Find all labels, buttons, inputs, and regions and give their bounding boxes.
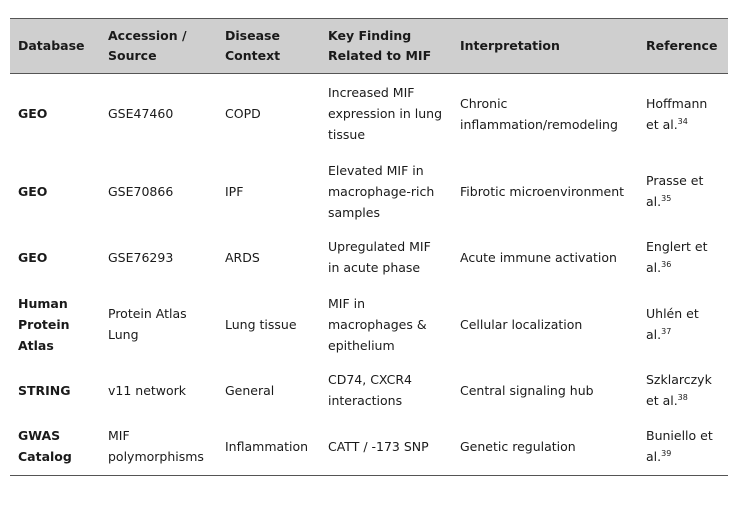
- cell-reference: [638, 363, 728, 418]
- mif-database-table: [10, 18, 728, 476]
- cell-reference: [638, 154, 728, 229]
- table-row: [10, 229, 728, 286]
- cell-accession: v11 network: [108, 382, 187, 398]
- cell-disease: General: [225, 382, 275, 398]
- cell-interpretation: Genetic regulation: [460, 438, 576, 454]
- mif-database-table-container: [10, 18, 728, 476]
- reference-number: 37: [661, 326, 672, 336]
- cell-finding: Upregulated MIF in acute phase: [328, 239, 431, 275]
- cell-accession: Protein Atlas Lung: [108, 306, 187, 342]
- header-finding: Key Finding Related to MIF: [328, 28, 432, 63]
- reference-number: 35: [661, 193, 672, 203]
- cell-interpretation: Central signaling hub: [460, 382, 594, 398]
- cell-accession: MIF polymorphisms: [108, 428, 204, 465]
- table-row: [10, 154, 728, 229]
- reference-text: Buniello et al.: [646, 428, 713, 465]
- cell-reference: [638, 418, 728, 476]
- cell-disease: IPF: [225, 183, 244, 199]
- reference-text: Englert et al.: [646, 239, 708, 275]
- cell-finding: CATT / -173 SNP: [328, 438, 429, 454]
- cell-database: Human Protein Atlas: [18, 295, 70, 353]
- cell-accession: GSE76293: [108, 249, 174, 265]
- reference-number: 39: [661, 449, 672, 459]
- cell-accession: GSE47460: [108, 106, 174, 122]
- reference-text: Hoffmann et al.: [646, 95, 708, 132]
- cell-disease: Inflammation: [225, 438, 309, 454]
- cell-finding: Elevated MIF in macrophage-rich samples: [328, 162, 435, 220]
- cell-database: STRING: [18, 382, 71, 398]
- cell-database: GEO: [18, 106, 48, 122]
- cell-disease: ARDS: [225, 249, 260, 265]
- reference-number: 36: [661, 259, 672, 269]
- cell-reference: [638, 74, 728, 154]
- cell-interpretation: Cellular localization: [460, 316, 583, 332]
- cell-database: GEO: [18, 183, 48, 199]
- cell-database: GWAS Catalog: [18, 428, 72, 465]
- cell-disease: COPD: [225, 106, 261, 122]
- reference-number: 38: [677, 392, 688, 402]
- table-header: [10, 19, 728, 74]
- cell-database: GEO: [18, 249, 48, 265]
- header-accession: Accession / Source: [108, 28, 187, 63]
- table-row: [10, 363, 728, 418]
- header-disease: Disease Context: [225, 28, 281, 63]
- table-row: [10, 286, 728, 363]
- reference-text: Uhlén et al.: [646, 306, 699, 342]
- header-reference: Reference: [646, 38, 718, 53]
- cell-accession: GSE70866: [108, 183, 174, 199]
- cell-disease: Lung tissue: [225, 316, 297, 332]
- cell-reference: [638, 286, 728, 363]
- header-row: [10, 19, 728, 74]
- cell-interpretation: Acute immune activation: [460, 249, 617, 265]
- cell-reference: [638, 229, 728, 286]
- reference-text: Prasse et al.: [646, 173, 704, 209]
- header-database: Database: [18, 38, 85, 53]
- header-interpretation: Interpretation: [460, 38, 560, 53]
- reference-text: Szklarczyk et al.: [646, 372, 712, 408]
- cell-finding: MIF in macrophages & epithelium: [328, 295, 427, 353]
- cell-finding: CD74, CXCR4 interactions: [328, 372, 412, 408]
- cell-interpretation: Chronic inflammation/remodeling: [460, 95, 618, 132]
- table-body: [10, 74, 728, 476]
- cell-finding: Increased MIF expression in lung tissue: [328, 85, 443, 143]
- table-row: [10, 418, 728, 476]
- cell-interpretation: Fibrotic microenvironment: [460, 183, 625, 199]
- table-row: [10, 74, 728, 154]
- reference-number: 34: [677, 116, 688, 126]
